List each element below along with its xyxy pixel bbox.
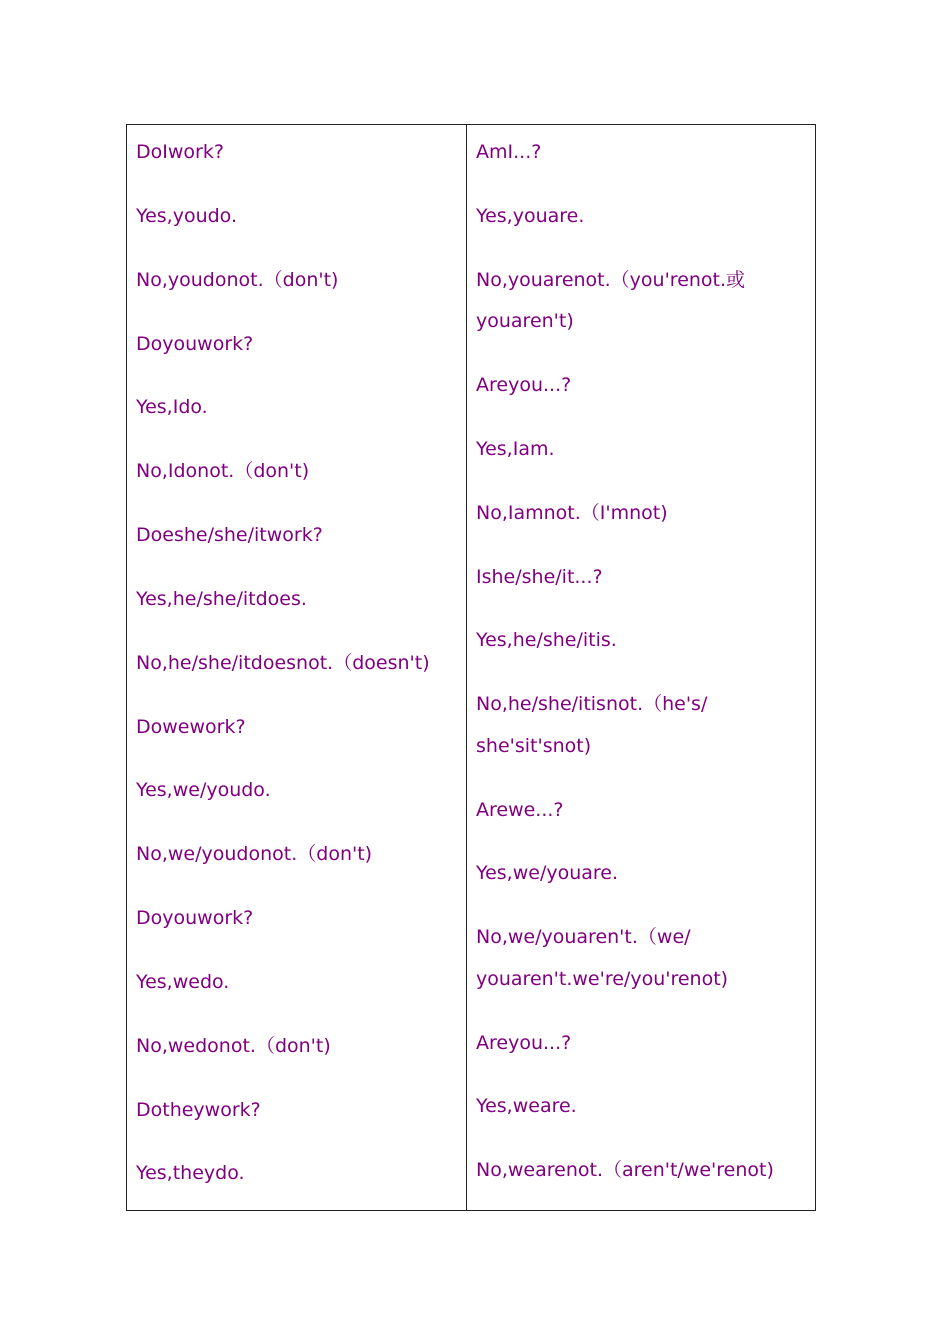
left-line: Yes,youdo. (136, 205, 238, 227)
left-line: Yes,theydo. (136, 1162, 245, 1184)
left-line: Dotheywork? (136, 1099, 261, 1121)
right-line: No,wearenot.（aren't/we'renot) (476, 1159, 774, 1181)
left-column (127, 125, 467, 1210)
left-line: Doyouwork? (136, 333, 254, 355)
right-line: Yes,weare. (476, 1095, 577, 1117)
left-line: Yes,Ido. (136, 396, 208, 418)
right-line: Areyou...? (476, 1032, 572, 1054)
right-line: Areyou...? (476, 374, 572, 396)
right-line: Yes,Iam. (476, 438, 555, 460)
grammar-table (126, 124, 816, 1211)
right-line: No,we/youaren't.（we/ (476, 926, 691, 948)
left-line: Yes,we/youdo. (136, 779, 271, 801)
right-line: No,youarenot.（you'renot.或 (476, 269, 746, 291)
left-line: No,wedonot.（don't) (136, 1035, 331, 1057)
right-line: AmI...? (476, 141, 542, 163)
left-line: No,youdonot.（don't) (136, 269, 339, 291)
left-line: No,we/youdonot.（don't) (136, 843, 373, 865)
right-line: Yes,youare. (476, 205, 585, 227)
right-line: Yes,he/she/itis. (476, 629, 617, 651)
right-line: Yes,we/youare. (476, 862, 619, 884)
left-line: Dowework? (136, 716, 246, 738)
right-line: she'sit'snot) (476, 735, 592, 757)
right-line: Arewe...? (476, 799, 564, 821)
right-line: No,Iamnot.（I'mnot) (476, 502, 668, 524)
left-line: Yes,he/she/itdoes. (136, 588, 307, 610)
right-line: youaren't.we're/you'renot) (476, 968, 729, 990)
left-line: No,Idonot.（don't) (136, 460, 310, 482)
left-line: DoIwork? (136, 141, 224, 163)
left-line: Doeshe/she/itwork? (136, 524, 323, 546)
left-line: Yes,wedo. (136, 971, 230, 993)
left-line: No,he/she/itdoesnot.（doesn't) (136, 652, 430, 674)
right-line: No,he/she/itisnot.（he's/ (476, 693, 708, 715)
right-column (467, 125, 815, 1210)
left-line: Doyouwork? (136, 907, 254, 929)
right-line: Ishe/she/it...? (476, 566, 603, 588)
right-line: youaren't) (476, 310, 574, 332)
